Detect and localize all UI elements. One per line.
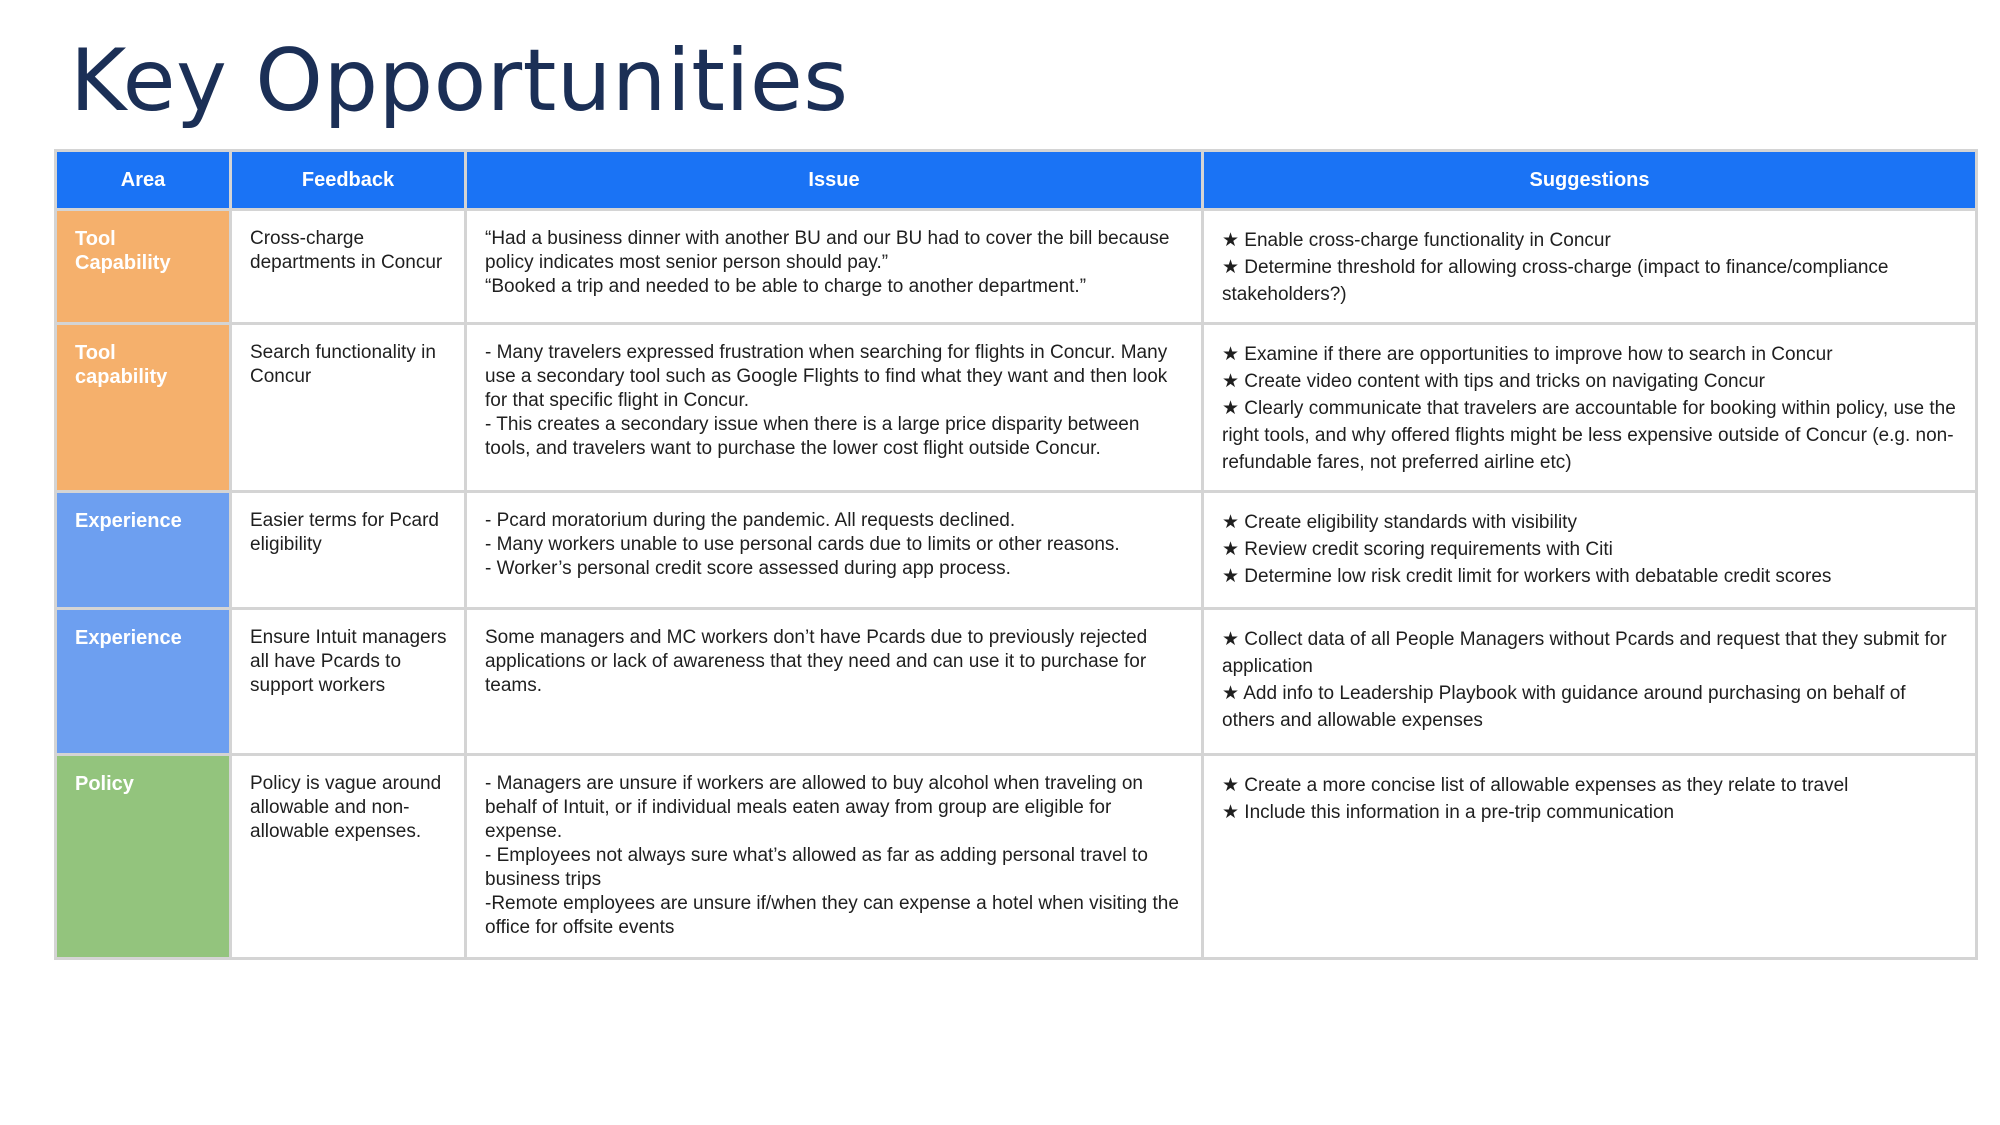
area-cell: Experience bbox=[56, 609, 231, 755]
table-header-row bbox=[56, 151, 1977, 210]
opportunities-table bbox=[54, 149, 1978, 960]
header-issue: Issue bbox=[466, 151, 1203, 210]
table-row bbox=[56, 324, 1977, 492]
header-suggestions: Suggestions bbox=[1203, 151, 1977, 210]
suggestion-item: ★ Examine if there are opportunities to improve how to search in Concur bbox=[1222, 344, 1833, 365]
area-cell: Tool Capability bbox=[56, 210, 231, 324]
area-cell: Tool capability bbox=[56, 324, 231, 492]
suggestion-item: ★ Add info to Leadership Playbook with guidance around purchasing on behalf of others and allowable expenses bbox=[1222, 683, 1906, 731]
table-row bbox=[56, 755, 1977, 959]
issue-line: - Many travelers expressed frustration when searching for flights in Concur. Many use a secondary tool such as Google Flights to find what they want and then look for that specific flight in Concur. bbox=[485, 342, 1168, 411]
issue-line: “Had a business dinner with another BU and our BU had to cover the bill because policy indicates most senior person should pay.” bbox=[485, 228, 1170, 273]
feedback-cell: Search functionality in Concur bbox=[231, 324, 466, 492]
issue-line: -Remote employees are unsure if/when they can expense a hotel when visiting the office for offsite events bbox=[485, 893, 1179, 938]
suggestions-cell bbox=[1203, 609, 1977, 755]
suggestions-cell bbox=[1203, 492, 1977, 609]
suggestions-cell bbox=[1203, 755, 1977, 959]
suggestion-item: ★ Collect data of all People Managers without Pcards and request that they submit for application bbox=[1222, 629, 1947, 677]
issue-cell bbox=[466, 324, 1203, 492]
issue-line: - Pcard moratorium during the pandemic. All requests declined. bbox=[485, 510, 1016, 531]
suggestion-item: ★ Create a more concise list of allowable expenses as they relate to travel bbox=[1222, 775, 1849, 796]
feedback-cell: Easier terms for Pcard eligibility bbox=[231, 492, 466, 609]
area-cell: Experience bbox=[56, 492, 231, 609]
issue-line: “Booked a trip and needed to be able to charge to another department.” bbox=[485, 276, 1087, 297]
suggestion-item: ★ Create video content with tips and tricks on navigating Concur bbox=[1222, 371, 1765, 392]
issue-cell bbox=[466, 492, 1203, 609]
table-row bbox=[56, 609, 1977, 755]
feedback-cell: Ensure Intuit managers all have Pcards to support workers bbox=[231, 609, 466, 755]
suggestion-item: ★ Determine threshold for allowing cross-charge (impact to finance/compliance stakeholders?) bbox=[1222, 257, 1889, 305]
page-title: Key Opportunities bbox=[70, 31, 849, 131]
header-area: Area bbox=[56, 151, 231, 210]
header-feedback: Feedback bbox=[231, 151, 466, 210]
issue-cell bbox=[466, 609, 1203, 755]
suggestion-item: ★ Clearly communicate that travelers are accountable for booking within policy, use the right tools, and why offered flights might be less expensive outside of Concur (e.g. non-refundable fares, not preferred airline etc) bbox=[1222, 398, 1956, 473]
suggestion-item: ★ Create eligibility standards with visibility bbox=[1222, 512, 1577, 533]
area-cell: Policy bbox=[56, 755, 231, 959]
suggestion-item: ★ Include this information in a pre-trip communication bbox=[1222, 802, 1675, 823]
issue-line: - Employees not always sure what’s allowed as far as adding personal travel to business trips bbox=[485, 845, 1148, 890]
feedback-cell: Policy is vague around allowable and non-allowable expenses. bbox=[231, 755, 466, 959]
suggestion-item: ★ Enable cross-charge functionality in Concur bbox=[1222, 230, 1611, 251]
issue-line: - Managers are unsure if workers are allowed to buy alcohol when traveling on behalf of Intuit, or if individual meals eaten away from group are eligible for expense. bbox=[485, 773, 1143, 842]
table-row bbox=[56, 492, 1977, 609]
issue-line: - Worker’s personal credit score assessed during app process. bbox=[485, 558, 1011, 579]
feedback-cell: Cross-charge departments in Concur bbox=[231, 210, 466, 324]
table-row bbox=[56, 210, 1977, 324]
issue-cell bbox=[466, 755, 1203, 959]
issue-cell bbox=[466, 210, 1203, 324]
suggestion-item: ★ Determine low risk credit limit for workers with debatable credit scores bbox=[1222, 566, 1832, 587]
suggestion-item: ★ Review credit scoring requirements with Citi bbox=[1222, 539, 1613, 560]
issue-line: - This creates a secondary issue when there is a large price disparity between tools, and travelers want to purchase the lower cost flight outside Concur. bbox=[485, 414, 1140, 459]
issue-line: - Many workers unable to use personal cards due to limits or other reasons. bbox=[485, 534, 1120, 555]
suggestions-cell bbox=[1203, 210, 1977, 324]
issue-line: Some managers and MC workers don’t have Pcards due to previously rejected applications or lack of awareness that they need and can use it to purchase for teams. bbox=[485, 627, 1148, 696]
suggestions-cell bbox=[1203, 324, 1977, 492]
